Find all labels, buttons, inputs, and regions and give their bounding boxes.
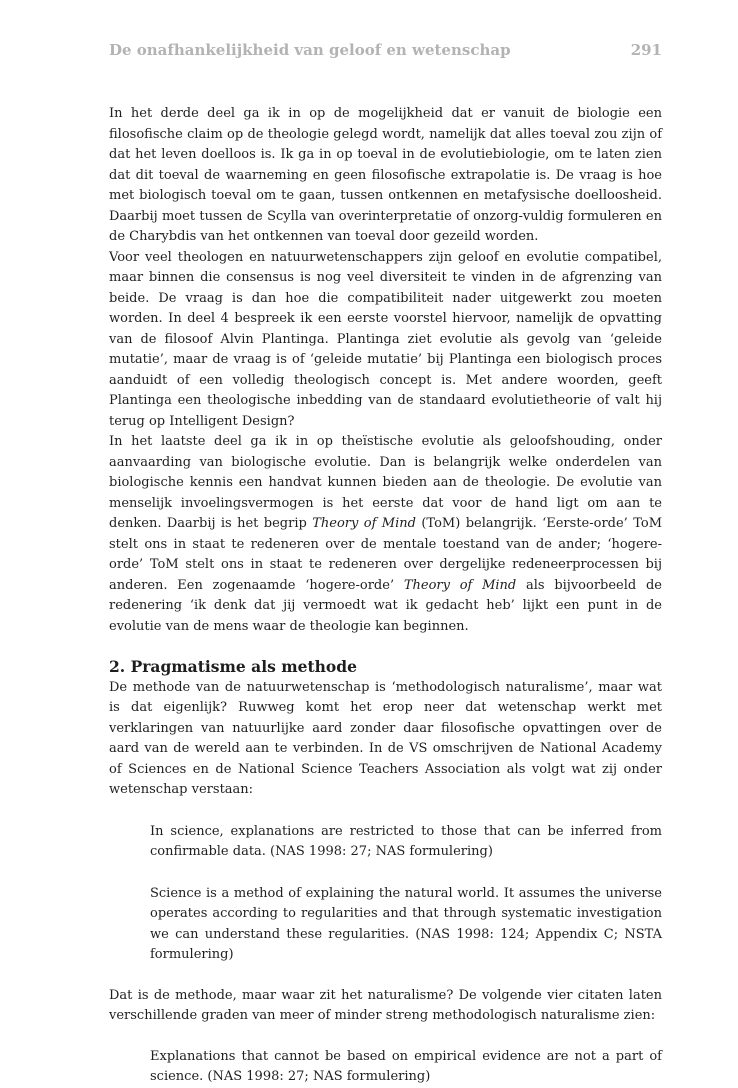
paragraph-3-part-1: In het laatste deel ga ik in op theïstische evolutie als geloofshouding, onder aanvaarding van biologische evolutie. Dan is belangrijk welke onderdelen van biologische kennis een handvat kunnen bieden aan de theologie. De evolutie van menselijk invoelingsvermogen is het eerste dat voor de hand ligt om aan te denken. Daarbij is het begrip [109, 434, 662, 531]
page-number: 291 [630, 41, 662, 59]
theory-of-mind-term: Theory of Mind [312, 516, 416, 531]
paragraph-3-part-2: (ToM) belangrijk. ‘Eerste-orde’ ToM stelt ons in staat te redeneren over de mentale toestand van de ander; ‘hogere-orde’ ToM stelt ons in staat te redeneren over dergelijke redeneerprocessen bij anderen. Een zogenaamde ‘hogere-orde’ [109, 516, 663, 593]
block-quote-2 [150, 884, 662, 966]
body-text [109, 104, 662, 1088]
page-header [109, 41, 662, 61]
block-quote-3 [150, 1047, 662, 1088]
quote-2-text: Science is a method of explaining the natural world. It assumes the universe operates according to regularities and that through systematic investigation we can understand these regularities. (NAS 1998: 124; Appendix C; NSTA formulering) [150, 885, 662, 962]
paragraph-4: De methode van de natuurwetenschap is ‘methodologisch naturalisme’, maar wat is dat eigenlijk? Ruwweg komt het erop neer dat wetenschap werkt met verklaringen van natuurlijke aard zonder daar filosofische opvattingen over de aard van de wereld aan te verbinden. In de VS omschrijven de National Academy of Sciences en de National Science Teachers Association als volgt wat zij onder wetenschap verstaan: [109, 679, 662, 797]
paragraph-2: Voor veel theologen en natuurwetenschappers zijn geloof en evolutie compatibel, maar binnen die consensus is nog veel diversiteit te vinden in de afgrenzing van beide. De vraag is dan hoe die compatibiliteit nader uitgewerkt zou moeten worden. In deel 4 bespreek ik een eerste voorstel hiervoor, namelijk de opvatting van de filosoof Alvin Plantinga. Plantinga ziet evolutie als gevolg van ‘geleide mutatie’, maar de vraag is of ‘geleide mutatie’ bij Plantinga een biologisch proces aanduidt of een volledig theologisch concept is. Met andere woorden, geeft Plantinga een theologische inbedding van de standaard evolutietheorie of valt hij terug op Intelligent Design? [109, 249, 662, 429]
theory-of-mind-term-2: Theory of Mind [403, 577, 517, 593]
block-quote-1 [150, 822, 662, 863]
paragraph-3-part-3: als bijvoorbeeld de redenering ‘ik denk dat jij vermoedt wat ik gedacht heb’ lijkt een punt in de evolutie van de mens waar de theologie kan beginnen. [109, 577, 662, 634]
section-heading: 2. Pragmatisme als methode [109, 657, 357, 676]
quote-1-text: In science, explanations are restricted to those that can be inferred from confirmable data. (NAS 1998: 27; NAS formulering) [150, 823, 662, 859]
paragraph-1: In het derde deel ga ik in op de mogelijkheid dat er vanuit de biologie een filosofische claim op de theologie gelegd wordt, namelijk dat alles toeval zou zijn of dat het leven doelloos is. Ik ga in op toeval in de evolutiebiologie, om te laten zien dat dit toeval de waarneming en geen filosofische extrapolatie is. De vraag is hoe met biologisch toeval om te gaan, tussen ontkennen en metafysische doelloosheid. Daarbij moet tussen de Scylla van overinterpretatie of onzorg-vuldig formuleren en de Charybdis van het ontkennen van toeval door gezeild worden. [109, 106, 662, 244]
paragraph-3 [109, 432, 662, 637]
quote-3-text: Explanations that cannot be based on empirical evidence are not a part of science. (NAS 1998: 27; NAS formulering) [150, 1048, 662, 1084]
running-title: De onafhankelijkheid van geloof en wetenschap [109, 41, 511, 59]
paragraph-5: Dat is de methode, maar waar zit het naturalisme? De volgende vier citaten laten verschillende graden van meer of minder streng methodologisch naturalisme zien: [109, 987, 662, 1023]
